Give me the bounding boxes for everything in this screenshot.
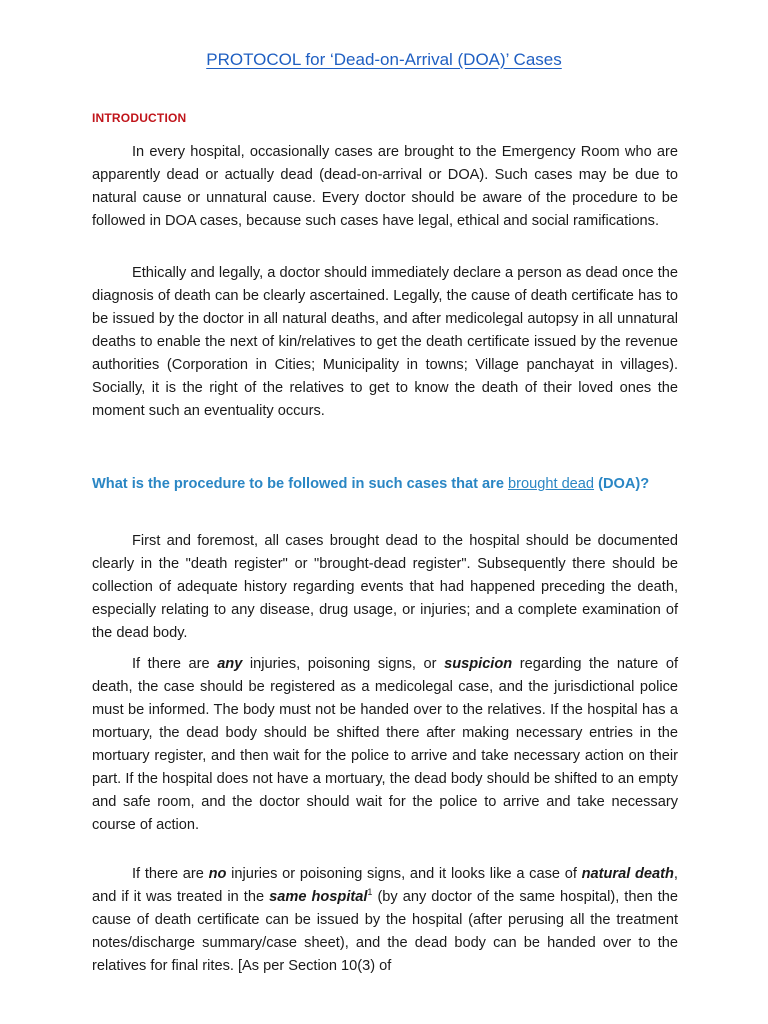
para5-text-2: injuries or poisoning signs, and it looks like a case of (226, 866, 582, 882)
para5-text-1: If there are (132, 866, 209, 882)
para4-emphasis-suspicion: suspicion (444, 656, 513, 672)
question-text-start: What is the procedure to be followed in such cases that are (92, 476, 509, 492)
para5-emphasis-no: no (208, 866, 227, 882)
para4-emphasis-any: any (217, 656, 243, 672)
para5-text-3: , and if it was treated in the (92, 866, 678, 905)
question-heading (92, 473, 678, 496)
section-heading-introduction: INTRODUCTION (92, 111, 187, 125)
question-underlined-term: brought dead (508, 476, 595, 492)
page-title: PROTOCOL for ‘Dead-on-Arrival (DOA)’ Cases (206, 50, 562, 69)
paragraph-1: In every hospital, occasionally cases are brought to the Emergency Room who are apparently dead or actually dead (dead-on-arrival or DOA). Such cases may be due to natural cause or unnatural cause. Every doctor should be aware of the procedure to be followed in DOA cases, because such cases have legal, ethical and social ramifications. (92, 144, 678, 229)
paragraph-5 (92, 863, 678, 978)
para5-emphasis-same-hospital: same hospital (269, 889, 368, 905)
paragraph-2: Ethically and legally, a doctor should immediately declare a person as dead once the diagnosis of death can be clearly ascertained. Legally, the cause of death certificate has to be issued by the doctor in all natural deaths, and after medicolegal autopsy in all unnatural deaths to enable the next of kin/relatives to get the death certificate issued by the revenue authorities (Corporation in Cities; Municipality in towns; Village panchayat in villages). Socially, it is the right of the relatives to get to know the death of their loved ones the moment such an eventuality occurs. (92, 265, 678, 419)
footnote-marker: 1 (367, 887, 373, 898)
paragraph-3: First and foremost, all cases brought dead to the hospital should be documented clearly in the "death register" or "brought-dead register". Subsequently there should be collection of adequate history regarding events that had happened preceding the death, especially relating to any disease, drug usage, or injuries; and a complete examination of the dead body. (92, 533, 678, 641)
question-text-end: (DOA)? (594, 476, 650, 492)
para5-text-4: (by any doctor of the same hospital), then the cause of death certificate can be issued by the hospital (after perusing all the treatment notes/discharge summary/case sheet), and the dead body can be handed over to the relatives for final rites. [As per Section 10(3) of (92, 889, 679, 974)
para4-text-2: injuries, poisoning signs, or (242, 656, 445, 672)
para4-text-3: regarding the nature of death, the case should be registered as a medicolegal case, and the jurisdictional police must be informed. The body must not be handed over to the relatives. If the hospital has a mortuary, the dead body should be shifted there after making necessary entries in the mortuary register, and then wait for the police to arrive and take necessary action on their part. If the hospital does not have a mortuary, the dead body should be shifted to an empty and safe room, and the doctor should wait for the police to arrive and take necessary course of action. (92, 656, 678, 833)
para4-text-1: If there are (132, 656, 218, 672)
para5-emphasis-natural-death: natural death (581, 866, 674, 882)
paragraph-4 (92, 653, 678, 837)
